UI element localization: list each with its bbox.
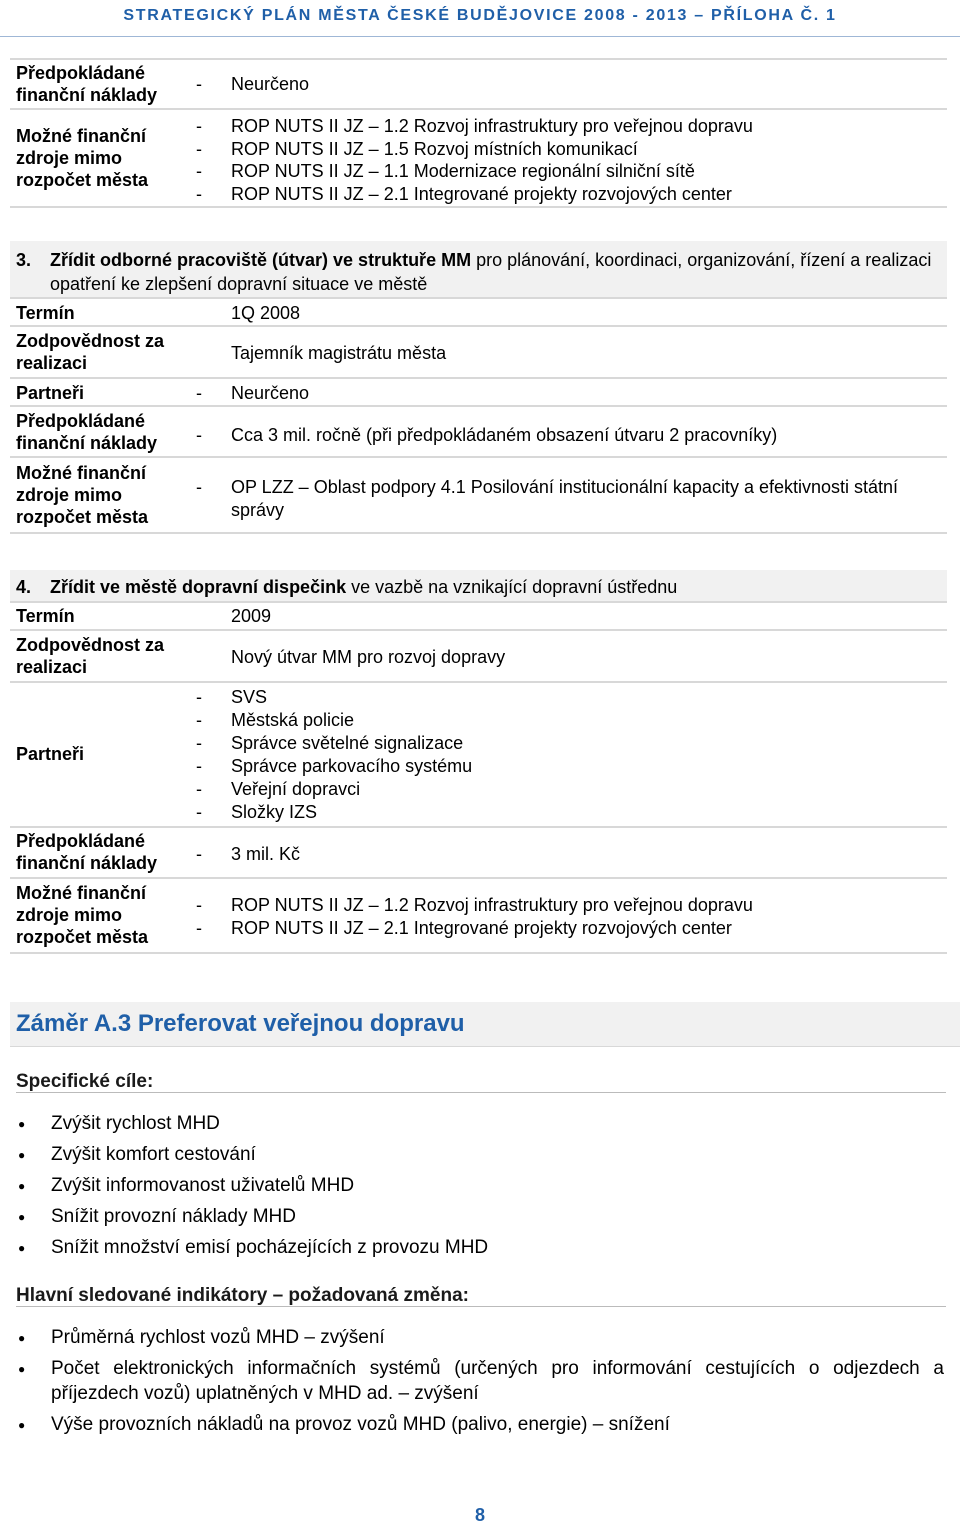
page-number: 8 bbox=[474, 1505, 485, 1525]
row-divider bbox=[10, 952, 947, 954]
partner-item: Městská policie bbox=[231, 710, 355, 730]
measure3-partners: Neurčeno bbox=[231, 383, 310, 403]
row-divider bbox=[10, 405, 947, 407]
goal-item: Zvýšit informovanost uživatelů MHD bbox=[51, 1175, 355, 1196]
label-responsibility: Zodpovědnost za realizaci bbox=[16, 331, 164, 373]
partner-item: Správce světelné signalizace bbox=[231, 733, 464, 753]
measure3-title: Zřídit odborné pracoviště (útvar) ve struktuře MM pro plánování, koordinaci, organizování, řízení a realizaci opatření ke zlepšení dopravní situace ve městě bbox=[50, 250, 932, 294]
bullet-icon: ● bbox=[18, 1241, 26, 1255]
top-source-item: ROP NUTS II JZ – 1.1 Modernizace regionální silniční sítě bbox=[231, 161, 695, 181]
goal-item: Snížit množství emisí pocházejících z provozu MHD bbox=[51, 1237, 489, 1258]
label-partners: Partneři bbox=[16, 744, 85, 764]
label-partners: Partneři bbox=[16, 383, 85, 403]
indicators-heading-rule bbox=[16, 1306, 946, 1307]
partner-item: Správce parkovacího systému bbox=[231, 756, 473, 776]
row-divider bbox=[10, 377, 947, 379]
row-divider bbox=[10, 681, 947, 683]
partner-item: SVS bbox=[231, 687, 268, 707]
header-rule bbox=[0, 36, 960, 37]
partner-item: Veřejní dopravci bbox=[231, 779, 361, 799]
label-sources: Možné finanční zdroje mimo rozpočet města bbox=[16, 126, 149, 190]
label-responsibility: Zodpovědnost za realizaci bbox=[16, 635, 164, 677]
goals-heading-rule bbox=[16, 1092, 946, 1093]
source-item: ROP NUTS II JZ – 1.2 Rozvoj infrastruktury pro veřejnou dopravu bbox=[231, 895, 753, 915]
document-header: STRATEGICKÝ PLÁN MĚSTA ČESKÉ BUDĚJOVICE 2008 - 2013 – PŘÍLOHA Č. 1 bbox=[123, 7, 837, 24]
row-divider bbox=[10, 826, 947, 828]
row-divider bbox=[10, 297, 947, 299]
bullet-icon: ● bbox=[18, 1210, 26, 1224]
measure4-responsibility: Nový útvar MM pro rozvoj dopravy bbox=[231, 647, 506, 667]
label-sources: Možné finanční zdroje mimo rozpočet města bbox=[16, 463, 149, 527]
indicators-heading: Hlavní sledované indikátory – požadovaná změna: bbox=[16, 1285, 469, 1306]
measure3-heading bbox=[16, 248, 946, 294]
goal-item: Snížit provozní náklady MHD bbox=[51, 1206, 296, 1227]
indicator-item: Průměrná rychlost vozů MHD – zvýšení bbox=[51, 1327, 385, 1348]
goals-heading: Specifické cíle: bbox=[16, 1071, 154, 1092]
measure4-costs: 3 mil. Kč bbox=[231, 844, 301, 864]
row-divider bbox=[10, 108, 947, 110]
row-divider bbox=[10, 325, 947, 327]
measure4-term: 2009 bbox=[231, 606, 272, 626]
measure3-number: 3. bbox=[16, 250, 32, 270]
partner-item: Složky IZS bbox=[231, 802, 318, 822]
indicator-item: Počet elektronických informačních systémů (určených pro informování cestujících o odjezdech a příjezdech vozů) uplatněných v MHD ad. – zvýšení bbox=[51, 1358, 944, 1404]
measure3-costs: Cca 3 mil. ročně (při předpokládaném obsazení útvaru 2 pracovníky) bbox=[231, 425, 778, 445]
source-item: ROP NUTS II JZ – 2.1 Integrované projekty rozvojových center bbox=[231, 918, 732, 938]
measure4-heading bbox=[16, 575, 946, 599]
top-source-item: ROP NUTS II JZ – 1.5 Rozvoj místních komunikací bbox=[231, 139, 638, 159]
row-divider bbox=[10, 629, 947, 631]
measure3-responsibility: Tajemník magistrátu města bbox=[231, 343, 447, 363]
row-divider bbox=[10, 877, 947, 879]
row-divider bbox=[10, 206, 947, 208]
bullet-icon: ● bbox=[18, 1331, 26, 1345]
label-costs: Předpokládané finanční náklady bbox=[16, 411, 158, 453]
measure4-title: Zřídit ve městě dopravní dispečink ve vazbě na vznikající dopravní ústřednu bbox=[50, 577, 678, 597]
row-divider bbox=[10, 532, 947, 534]
label-costs: Předpokládané finanční náklady bbox=[16, 831, 158, 873]
bullet-icon: ● bbox=[18, 1117, 26, 1131]
intent-title: Záměr A.3 Preferovat veřejnou dopravu bbox=[16, 1010, 465, 1037]
goal-item: Zvýšit komfort cestování bbox=[51, 1144, 256, 1165]
label-term: Termín bbox=[16, 606, 75, 626]
top-costs-value: Neurčeno bbox=[231, 74, 310, 94]
indicator-item: Výše provozních nákladů na provoz vozů MHD (palivo, energie) – snížení bbox=[51, 1414, 670, 1435]
bullet-icon: ● bbox=[18, 1148, 26, 1162]
row-divider bbox=[10, 456, 947, 458]
label-term: Termín bbox=[16, 303, 75, 323]
measure3-sources: OP LZZ – Oblast podpory 4.1 Posilování institucionální kapacity a efektivnosti státní správy bbox=[231, 477, 899, 520]
row-divider bbox=[10, 58, 947, 60]
row-divider bbox=[10, 601, 947, 603]
measure3-term: 1Q 2008 bbox=[231, 303, 301, 323]
label-sources: Možné finanční zdroje mimo rozpočet města bbox=[16, 883, 149, 947]
goal-item: Zvýšit rychlost MHD bbox=[51, 1113, 220, 1134]
top-source-item: ROP NUTS II JZ – 2.1 Integrované projekty rozvojových center bbox=[231, 184, 732, 204]
intent-title-rule bbox=[10, 1046, 960, 1047]
top-source-item: ROP NUTS II JZ – 1.2 Rozvoj infrastruktury pro veřejnou dopravu bbox=[231, 116, 753, 136]
bullet-icon: ● bbox=[18, 1362, 26, 1376]
bullet-icon: ● bbox=[18, 1179, 26, 1193]
label-costs: Předpokládané finanční náklady bbox=[16, 63, 158, 105]
bullet-icon: ● bbox=[18, 1418, 26, 1432]
dash: - bbox=[196, 74, 202, 94]
measure4-number: 4. bbox=[16, 577, 32, 597]
